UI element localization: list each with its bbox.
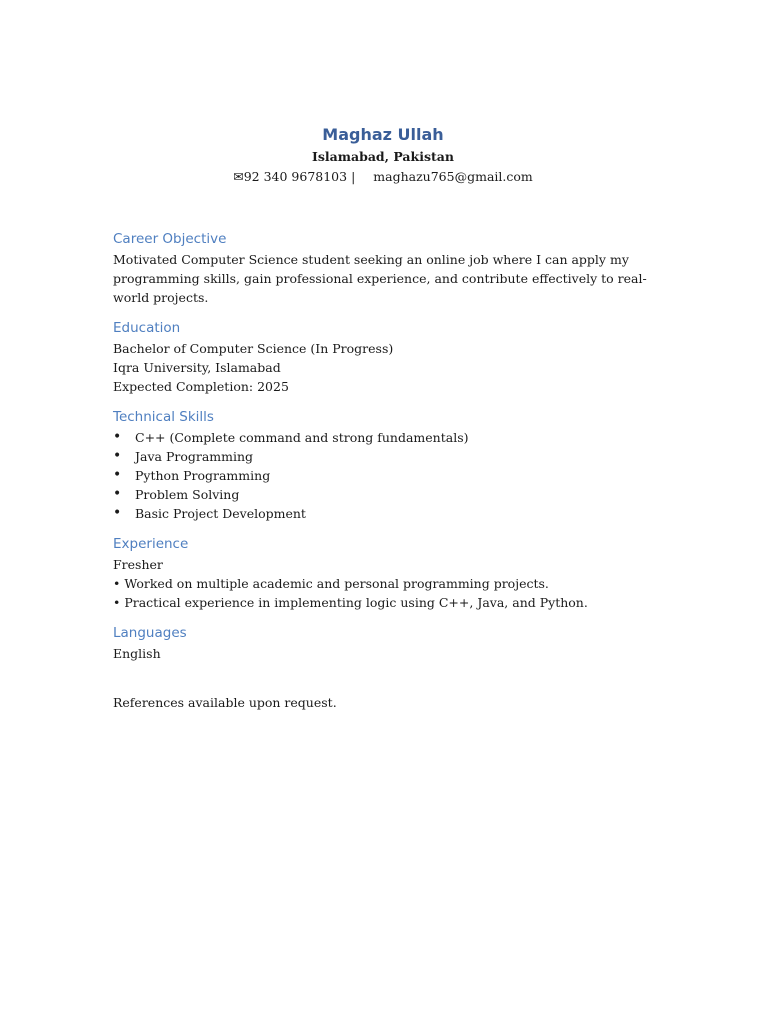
education-line: Iqra University, Islamabad: [113, 360, 281, 375]
technical-skills-heading: Technical Skills: [113, 409, 214, 425]
languages-heading: Languages: [113, 625, 187, 641]
skill-text: C++ (Complete command and strong fundamentals): [135, 430, 469, 445]
language-line: English: [113, 646, 161, 661]
education-section: [113, 319, 653, 396]
bullet-icon: •: [113, 486, 122, 502]
bullet-icon: •: [113, 467, 122, 483]
phone-text: ✉92 340 9678103 |: [233, 169, 356, 184]
education-line: Bachelor of Computer Science (In Progress): [113, 341, 394, 356]
experience-line: • Practical experience in implementing logic using C++, Java, and Python.: [113, 595, 588, 610]
email-text: maghazu765@gmail.com: [373, 169, 533, 184]
education-line: Expected Completion: 2025: [113, 379, 289, 394]
bullet-icon: •: [113, 505, 122, 521]
skill-item: [113, 504, 653, 523]
skill-item: [113, 428, 653, 447]
skills-list: [113, 428, 653, 523]
skill-text: Basic Project Development: [135, 506, 306, 521]
bullet-icon: •: [113, 429, 122, 445]
experience-section: [113, 535, 653, 612]
contact-line: [113, 168, 653, 186]
career-objective-section: [113, 230, 653, 307]
career-objective-text: Motivated Computer Science student seeking an online job where I can apply my programming skills, gain professional experience, and contribute effectively to real-world projects.: [113, 252, 647, 305]
resume-location: Islamabad, Pakistan: [312, 149, 454, 164]
experience-heading: Experience: [113, 536, 189, 552]
references-section: [113, 693, 653, 712]
career-objective-heading: Career Objective: [113, 231, 227, 247]
skill-item: [113, 485, 653, 504]
experience-line: • Worked on multiple academic and personal programming projects.: [113, 576, 549, 591]
technical-skills-section: [113, 408, 653, 523]
references-text: References available upon request.: [113, 695, 337, 710]
skill-text: Python Programming: [135, 468, 271, 483]
experience-line: Fresher: [113, 557, 163, 572]
languages-section: [113, 624, 653, 663]
bullet-icon: •: [113, 448, 122, 464]
skill-item: [113, 447, 653, 466]
resume-name: Maghaz Ullah: [322, 125, 444, 144]
skill-item: [113, 466, 653, 485]
education-heading: Education: [113, 320, 181, 336]
skill-text: Problem Solving: [135, 487, 240, 502]
skill-text: Java Programming: [135, 449, 254, 464]
resume-content: [113, 125, 653, 712]
